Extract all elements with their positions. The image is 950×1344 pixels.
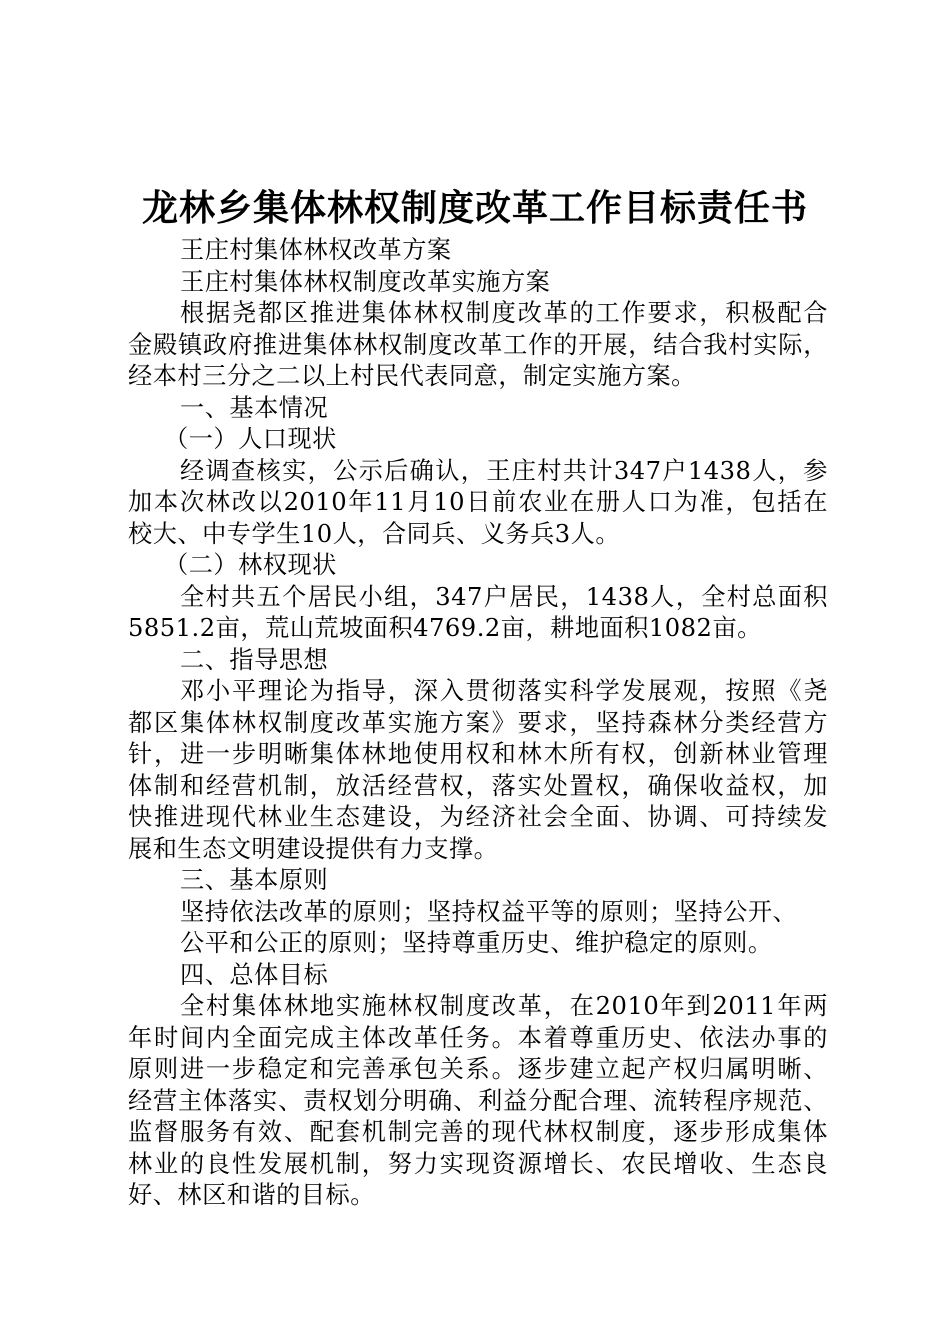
section-heading: 二、指导思想 bbox=[180, 645, 329, 674]
subsection-heading: （二）林权现状 bbox=[164, 551, 337, 579]
paragraph-line: 体制和经营机制，放活经营权，落实处置权，确保收益权，加 bbox=[128, 771, 828, 800]
paragraph-line: 加本次林改以2010年11月10日前农业在册人口为准，包括在 bbox=[128, 488, 828, 516]
paragraph-line: 快推进现代林业生态建设，为经济社会全面、协调、可持续发 bbox=[128, 803, 828, 831]
paragraph-line: 坚持依法改革的原则；坚持权益平等的原则；坚持公开、 bbox=[180, 897, 798, 926]
paragraph-line: 校大、中专学生10人，合同兵、义务兵3人。 bbox=[128, 519, 621, 548]
section-heading: 四、总体目标 bbox=[180, 960, 329, 989]
paragraph-line: 林业的良性发展机制，努力实现资源增长、农民增收、生态良 bbox=[128, 1149, 828, 1178]
paragraph-line: 好、林区和谐的目标。 bbox=[128, 1181, 375, 1209]
subtitle-line: 王庄村集体林权改革方案 bbox=[180, 236, 452, 264]
paragraph-line: 展和生态文明建设提供有力支撑。 bbox=[128, 834, 499, 863]
subsection-heading: （一）人口现状 bbox=[164, 425, 337, 453]
paragraph-line: 经调查核实，公示后确认，王庄村共计347户1438人，参 bbox=[180, 456, 828, 485]
paragraph-line: 针，进一步明晰集体林地使用权和林木所有权，创新林业管理 bbox=[128, 740, 828, 768]
paragraph-line: 邓小平理论为指导，深入贯彻落实科学发展观，按照《尧 bbox=[180, 677, 828, 705]
paragraph-line: 全村集体林地实施林权制度改革，在2010年到2011年两 bbox=[180, 992, 828, 1020]
subtitle-line: 王庄村集体林权制度改革实施方案 bbox=[180, 267, 551, 296]
paragraph-line: 监督服务有效、配套机制完善的现代林权制度，逐步形成集体 bbox=[128, 1118, 828, 1146]
section-heading: 一、基本情况 bbox=[180, 393, 329, 422]
paragraph-line: 5851.2亩，荒山荒坡面积4769.2亩，耕地面积1082亩。 bbox=[128, 614, 762, 642]
paragraph-line: 根据尧都区推进集体林权制度改革的工作要求，积极配合 bbox=[180, 299, 828, 327]
paragraph-line: 经本村三分之二以上村民代表同意，制定实施方案。 bbox=[128, 362, 696, 390]
paragraph-line: 原则进一步稳定和完善承包关系。逐步建立起产权归属明晰、 bbox=[128, 1055, 828, 1083]
paragraph-line: 全村共五个居民小组，347户居民，1438人，全村总面积 bbox=[180, 582, 828, 611]
document-title: 龙林乡集体林权制度改革工作目标责任书 bbox=[141, 188, 808, 229]
paragraph-line: 公平和公正的原则；坚持尊重历史、维护稳定的原则。 bbox=[180, 929, 773, 957]
document-body bbox=[128, 235, 828, 1212]
paragraph-line: 年时间内全面完成主体改革任务。本着尊重历史、依法办事的 bbox=[128, 1023, 828, 1052]
section-heading: 三、基本原则 bbox=[180, 866, 329, 894]
paragraph-line: 金殿镇政府推进集体林权制度改革工作的开展，结合我村实际， bbox=[128, 330, 828, 359]
paragraph-line: 都区集体林权制度改革实施方案》要求，坚持森林分类经营方 bbox=[128, 708, 828, 737]
paragraph-line: 经营主体落实、责权划分明确、利益分配合理、流转程序规范、 bbox=[128, 1086, 828, 1115]
